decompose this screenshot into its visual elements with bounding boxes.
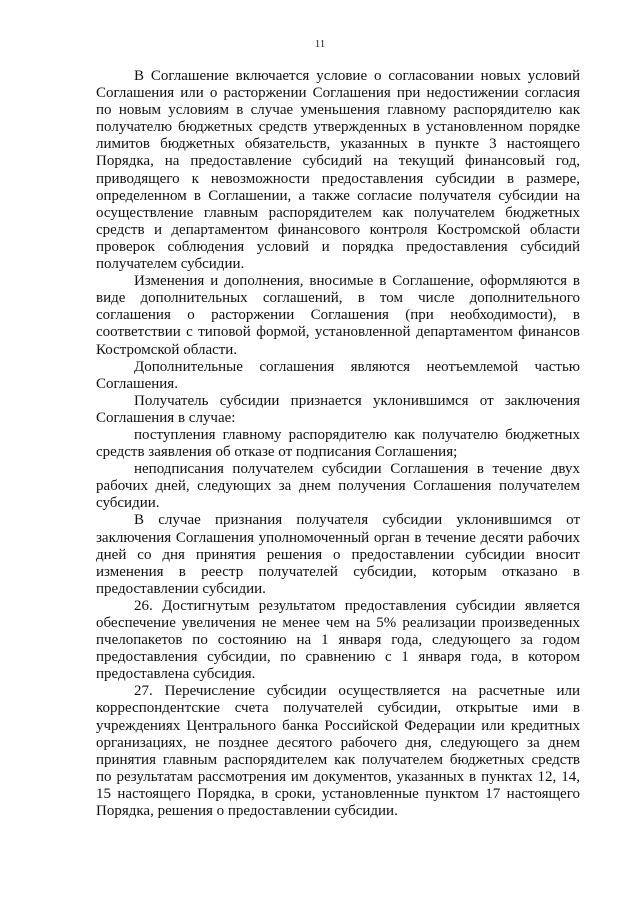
document-body [96, 68, 580, 820]
paragraph-amendments: Изменения и дополнения, вносимые в Соглашение, оформляются в виде дополнительных соглашений, в том числе дополнительного соглашения о расторжении Соглашения (при необходимости), в соответствии с типовой формой, установленной департаментом финансов Костромской области. [96, 273, 580, 358]
paragraph-additional-agreements: Дополнительные соглашения являются неотъемлемой частью Соглашения. [96, 358, 580, 392]
paragraph-item-27: 27. Перечисление субсидии осуществляется на расчетные или корреспондентские счета получателей субсидии, открытые ими в учреждениях Центрального банка Российской Федерации или кредитных организациях, не позднее десятого рабочего дня, следующего за днем принятия главным распорядителем как получателем бюджетных средств по результатам рассмотрения им документов, указанных в пунктах 12, 14, 15 настоящего Порядка, в сроки, установленные пунктом 17 настоящего Порядка, решения о предоставлении субсидии. [96, 683, 580, 820]
paragraph-evasion-intro: Получатель субсидии признается уклонившимся от заключения Соглашения в случае: [96, 392, 580, 426]
paragraph-evasion-case-1: поступления главному распорядителю как получателю бюджетных средств заявления об отказе от подписания Соглашения; [96, 426, 580, 461]
paragraph-registry-changes: В случае признания получателя субсидии уклонившимся от заключения Соглашения уполномоченный орган в течение десяти рабочих дней со дня принятия решения о предоставлении субсидии вносит изменения в реестр получателей субсидии, которым отказано в предоставлении субсидии. [96, 512, 580, 597]
paragraph-item-26: 26. Достигнутым результатом предоставления субсидии является обеспечение увеличения не менее чем на 5% реализации произведенных пчелопакетов по состоянию на 1 января года, следующего за годом предоставления субсидии, по сравнению с 1 января года, в котором предоставлена субсидия. [96, 597, 580, 683]
paragraph-agreement-conditions: В Соглашение включается условие о согласовании новых условий Соглашения или о расторжении Соглашения при недостижении согласия по новым условиям в случае уменьшения главному распорядителю как получателю бюджетных средств утвержденных в установленном порядке лимитов бюджетных обязательств, указанных в пункте 3 настоящего Порядка, на предоставление субсидий на текущий финансовый год, приводящего к невозможности предоставления субсидии в размере, определенном в Соглашении, а также согласие получателя субсидии на осуществление главным распорядителем как получателем бюджетных средств и департаментом финансового контроля Костромской области проверок соблюдения условий и порядка предоставления субсидий получателем субсидии. [96, 68, 580, 273]
paragraph-evasion-case-2: неподписания получателем субсидии Соглашения в течение двух рабочих дней, следующих за днем получения Соглашения получателем субсидии. [96, 461, 580, 512]
page-number: 11 [314, 38, 326, 50]
